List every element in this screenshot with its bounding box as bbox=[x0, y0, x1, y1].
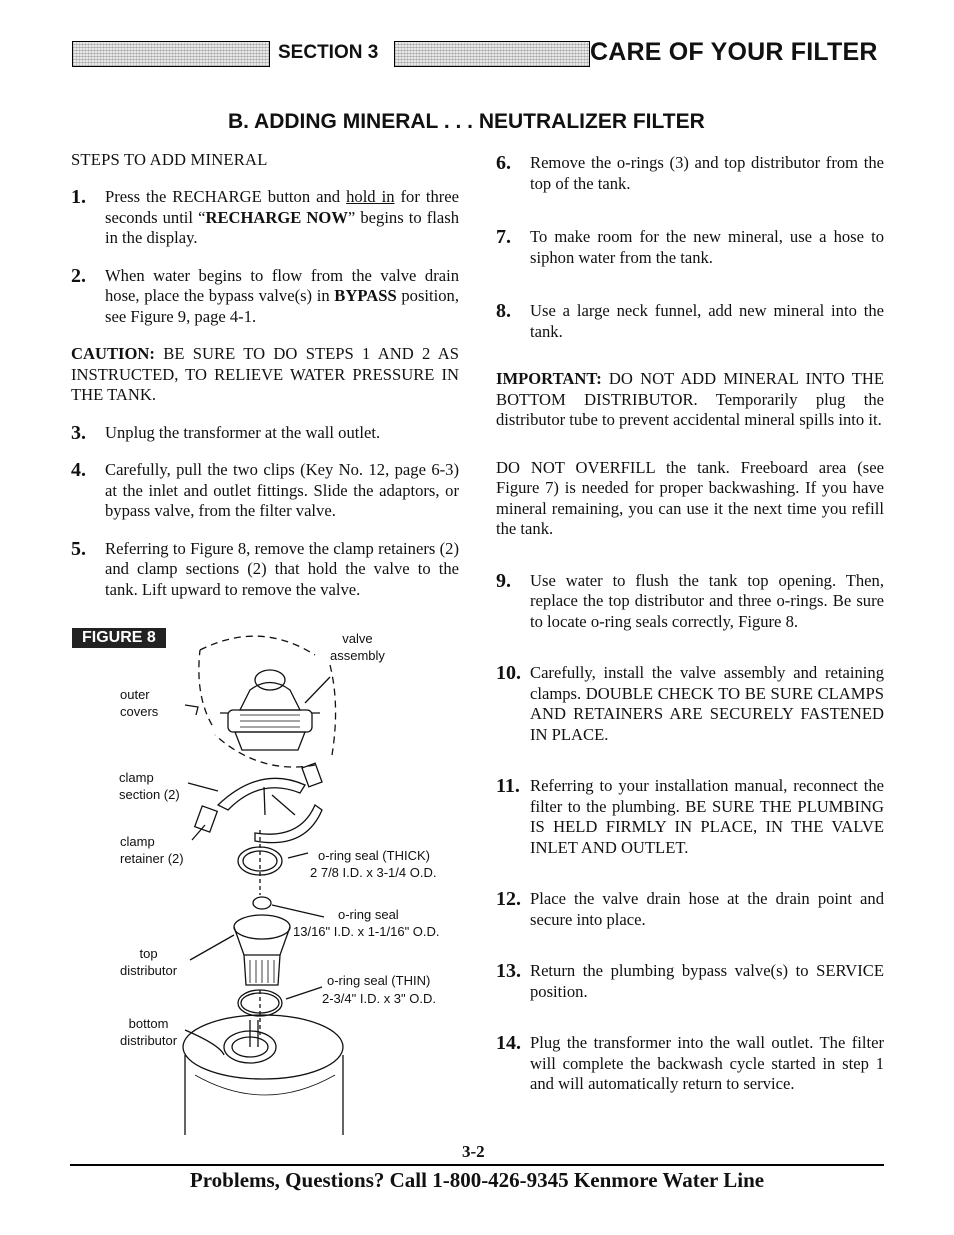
step-number: 2. bbox=[71, 264, 86, 287]
footer-rule bbox=[70, 1164, 884, 1166]
step-text: Press the RECHARGE button and bbox=[105, 187, 347, 206]
step-7 bbox=[496, 227, 884, 268]
label-bottom-distributor: bottom distributor bbox=[120, 1016, 178, 1048]
step-10 bbox=[496, 663, 884, 745]
right-column bbox=[496, 153, 884, 1095]
step-text: Referring to your installation manual, reconnect the filter to the plumbing. BE SURE THE PLUMBING IS HELD FIRMLY IN PLACE, IN THE VALVE INLET AND OUTLET. bbox=[530, 776, 884, 857]
steps-heading: STEPS TO ADD MINERAL bbox=[71, 150, 268, 169]
step-number: 11. bbox=[496, 775, 520, 797]
step-5 bbox=[71, 539, 459, 601]
page-subtitle: B. ADDING MINERAL . . . NEUTRALIZER FILTER bbox=[228, 110, 705, 133]
label-clamp-retainer: clamp retainer (2) bbox=[120, 834, 184, 866]
step-3 bbox=[71, 423, 459, 444]
important-label: IMPORTANT: bbox=[496, 369, 602, 388]
step-text: Use water to flush the tank top opening. Then, replace the top distributor and three o-rings. Be sure to locate o-ring seals correctly, Figure 8. bbox=[530, 570, 884, 631]
step-text: ” begins to flash in the display. bbox=[105, 207, 459, 247]
step-text: Carefully, install the valve assembly and retaining clamps. DOUBLE CHECK TO BE SURE CLAMPS AND RETAINERS ARE SECURELY FASTENED IN PLACE. bbox=[530, 663, 884, 744]
footer-helpline: Problems, Questions? Call 1-800-426-9345 Kenmore Water Line bbox=[189, 1168, 765, 1192]
label-oring-thin: o-ring seal (THIN) bbox=[327, 973, 431, 988]
caution-note bbox=[71, 344, 459, 406]
important-note bbox=[496, 369, 884, 431]
step-number: 1. bbox=[71, 186, 86, 208]
label-oring-seal: o-ring seal bbox=[338, 907, 399, 922]
label-oring-thin-dim: 2-3/4" I.D. x 3" O.D. bbox=[322, 991, 436, 1006]
recharge-now-text: RECHARGE NOW bbox=[205, 207, 348, 227]
section-title: CARE OF YOUR FILTER bbox=[590, 38, 878, 66]
header-hatch-right bbox=[394, 41, 590, 67]
step-6 bbox=[496, 153, 884, 194]
step-12 bbox=[496, 889, 884, 930]
step-number: 14. bbox=[496, 1032, 521, 1054]
step-text: Plug the transformer into the wall outlet. The filter will complete the backwash cycle started in step 1 and will automatically return to service. bbox=[530, 1033, 884, 1093]
label-oring-thick: o-ring seal (THICK) bbox=[318, 848, 430, 863]
step-text: Return the plumbing bypass valve(s) to SERVICE position. bbox=[530, 961, 884, 1001]
step-text: Carefully, pull the two clips (Key No. 12, page 6-3) at the inlet and outlet fittings. Slide the adaptors, or bypass valve, from the filter valve. bbox=[105, 460, 459, 520]
step-2 bbox=[71, 266, 459, 328]
step-text: Remove the o-rings (3) and top distributor from the top of the tank. bbox=[530, 153, 884, 193]
step-number: 10. bbox=[496, 662, 521, 684]
step-number: 5. bbox=[71, 537, 86, 560]
label-oring-seal-dim: 13/16" I.D. x 1-1/16" O.D. bbox=[293, 924, 440, 939]
step-11 bbox=[496, 776, 884, 858]
bypass-text: BYPASS bbox=[334, 286, 397, 305]
figure-badge: FIGURE 8 bbox=[72, 628, 166, 648]
label-valve-assembly: valve assembly bbox=[330, 631, 385, 663]
step-text-underlined: hold in bbox=[346, 187, 395, 206]
page-number: 3-2 bbox=[462, 1142, 485, 1161]
overfill-note: DO NOT OVERFILL the tank. Freeboard area (see Figure 7) is needed for proper backwashing. If you have mineral remaining, you can use it the next time you refill the tank. bbox=[496, 457, 884, 538]
step-number: 4. bbox=[71, 459, 86, 481]
left-column bbox=[71, 150, 459, 600]
step-4 bbox=[71, 460, 459, 522]
step-number: 7. bbox=[496, 226, 511, 248]
label-outer-covers: outer covers bbox=[120, 687, 159, 719]
step-number: 9. bbox=[496, 569, 511, 592]
step-text: position, see Figure 9, page 4-1. bbox=[105, 286, 459, 326]
step-number: 3. bbox=[71, 421, 86, 444]
step-text: Use a large neck funnel, add new mineral into the tank. bbox=[530, 301, 884, 341]
step-number: 6. bbox=[496, 152, 511, 174]
step-text: To make room for the new mineral, use a hose to siphon water from the tank. bbox=[530, 227, 884, 267]
step-text: for three seconds until “ bbox=[105, 187, 460, 227]
step-text: Unplug the transformer at the wall outlet. bbox=[105, 422, 381, 442]
step-text: When water begins to flow from the valve drain hose, place the bypass valve(s) in bbox=[105, 265, 459, 305]
caution-label: CAUTION: bbox=[71, 344, 155, 363]
step-number: 12. bbox=[496, 888, 521, 910]
step-9 bbox=[496, 571, 884, 633]
caution-text: BE SURE TO DO STEPS 1 AND 2 AS INSTRUCTED, TO RELIEVE WATER PRESSURE IN THE TANK. bbox=[71, 344, 459, 404]
step-8 bbox=[496, 301, 884, 342]
important-text: DO NOT ADD MINERAL INTO THE BOTTOM DISTRIBUTOR. Temporarily plug the distributor tube to prevent accidental mineral spills into it. bbox=[496, 369, 884, 429]
step-number: 13. bbox=[496, 960, 521, 982]
label-top-distributor: top distributor bbox=[120, 946, 178, 978]
step-1 bbox=[71, 187, 459, 249]
header-hatch-left bbox=[72, 41, 270, 67]
step-13 bbox=[496, 961, 884, 1002]
label-clamp-section: clamp section (2) bbox=[119, 770, 180, 802]
step-14 bbox=[496, 1033, 884, 1095]
section-label: SECTION 3 bbox=[278, 42, 379, 63]
step-text: Place the valve drain hose at the drain point and secure into place. bbox=[530, 889, 884, 929]
label-oring-thick-dim: 2 7/8 I.D. x 3-1/4 O.D. bbox=[310, 865, 437, 880]
step-number: 8. bbox=[496, 300, 511, 322]
step-text: Referring to Figure 8, remove the clamp retainers (2) and clamp sections (2) that hold the valve to the tank. Lift upward to remove the valve. bbox=[105, 538, 459, 599]
